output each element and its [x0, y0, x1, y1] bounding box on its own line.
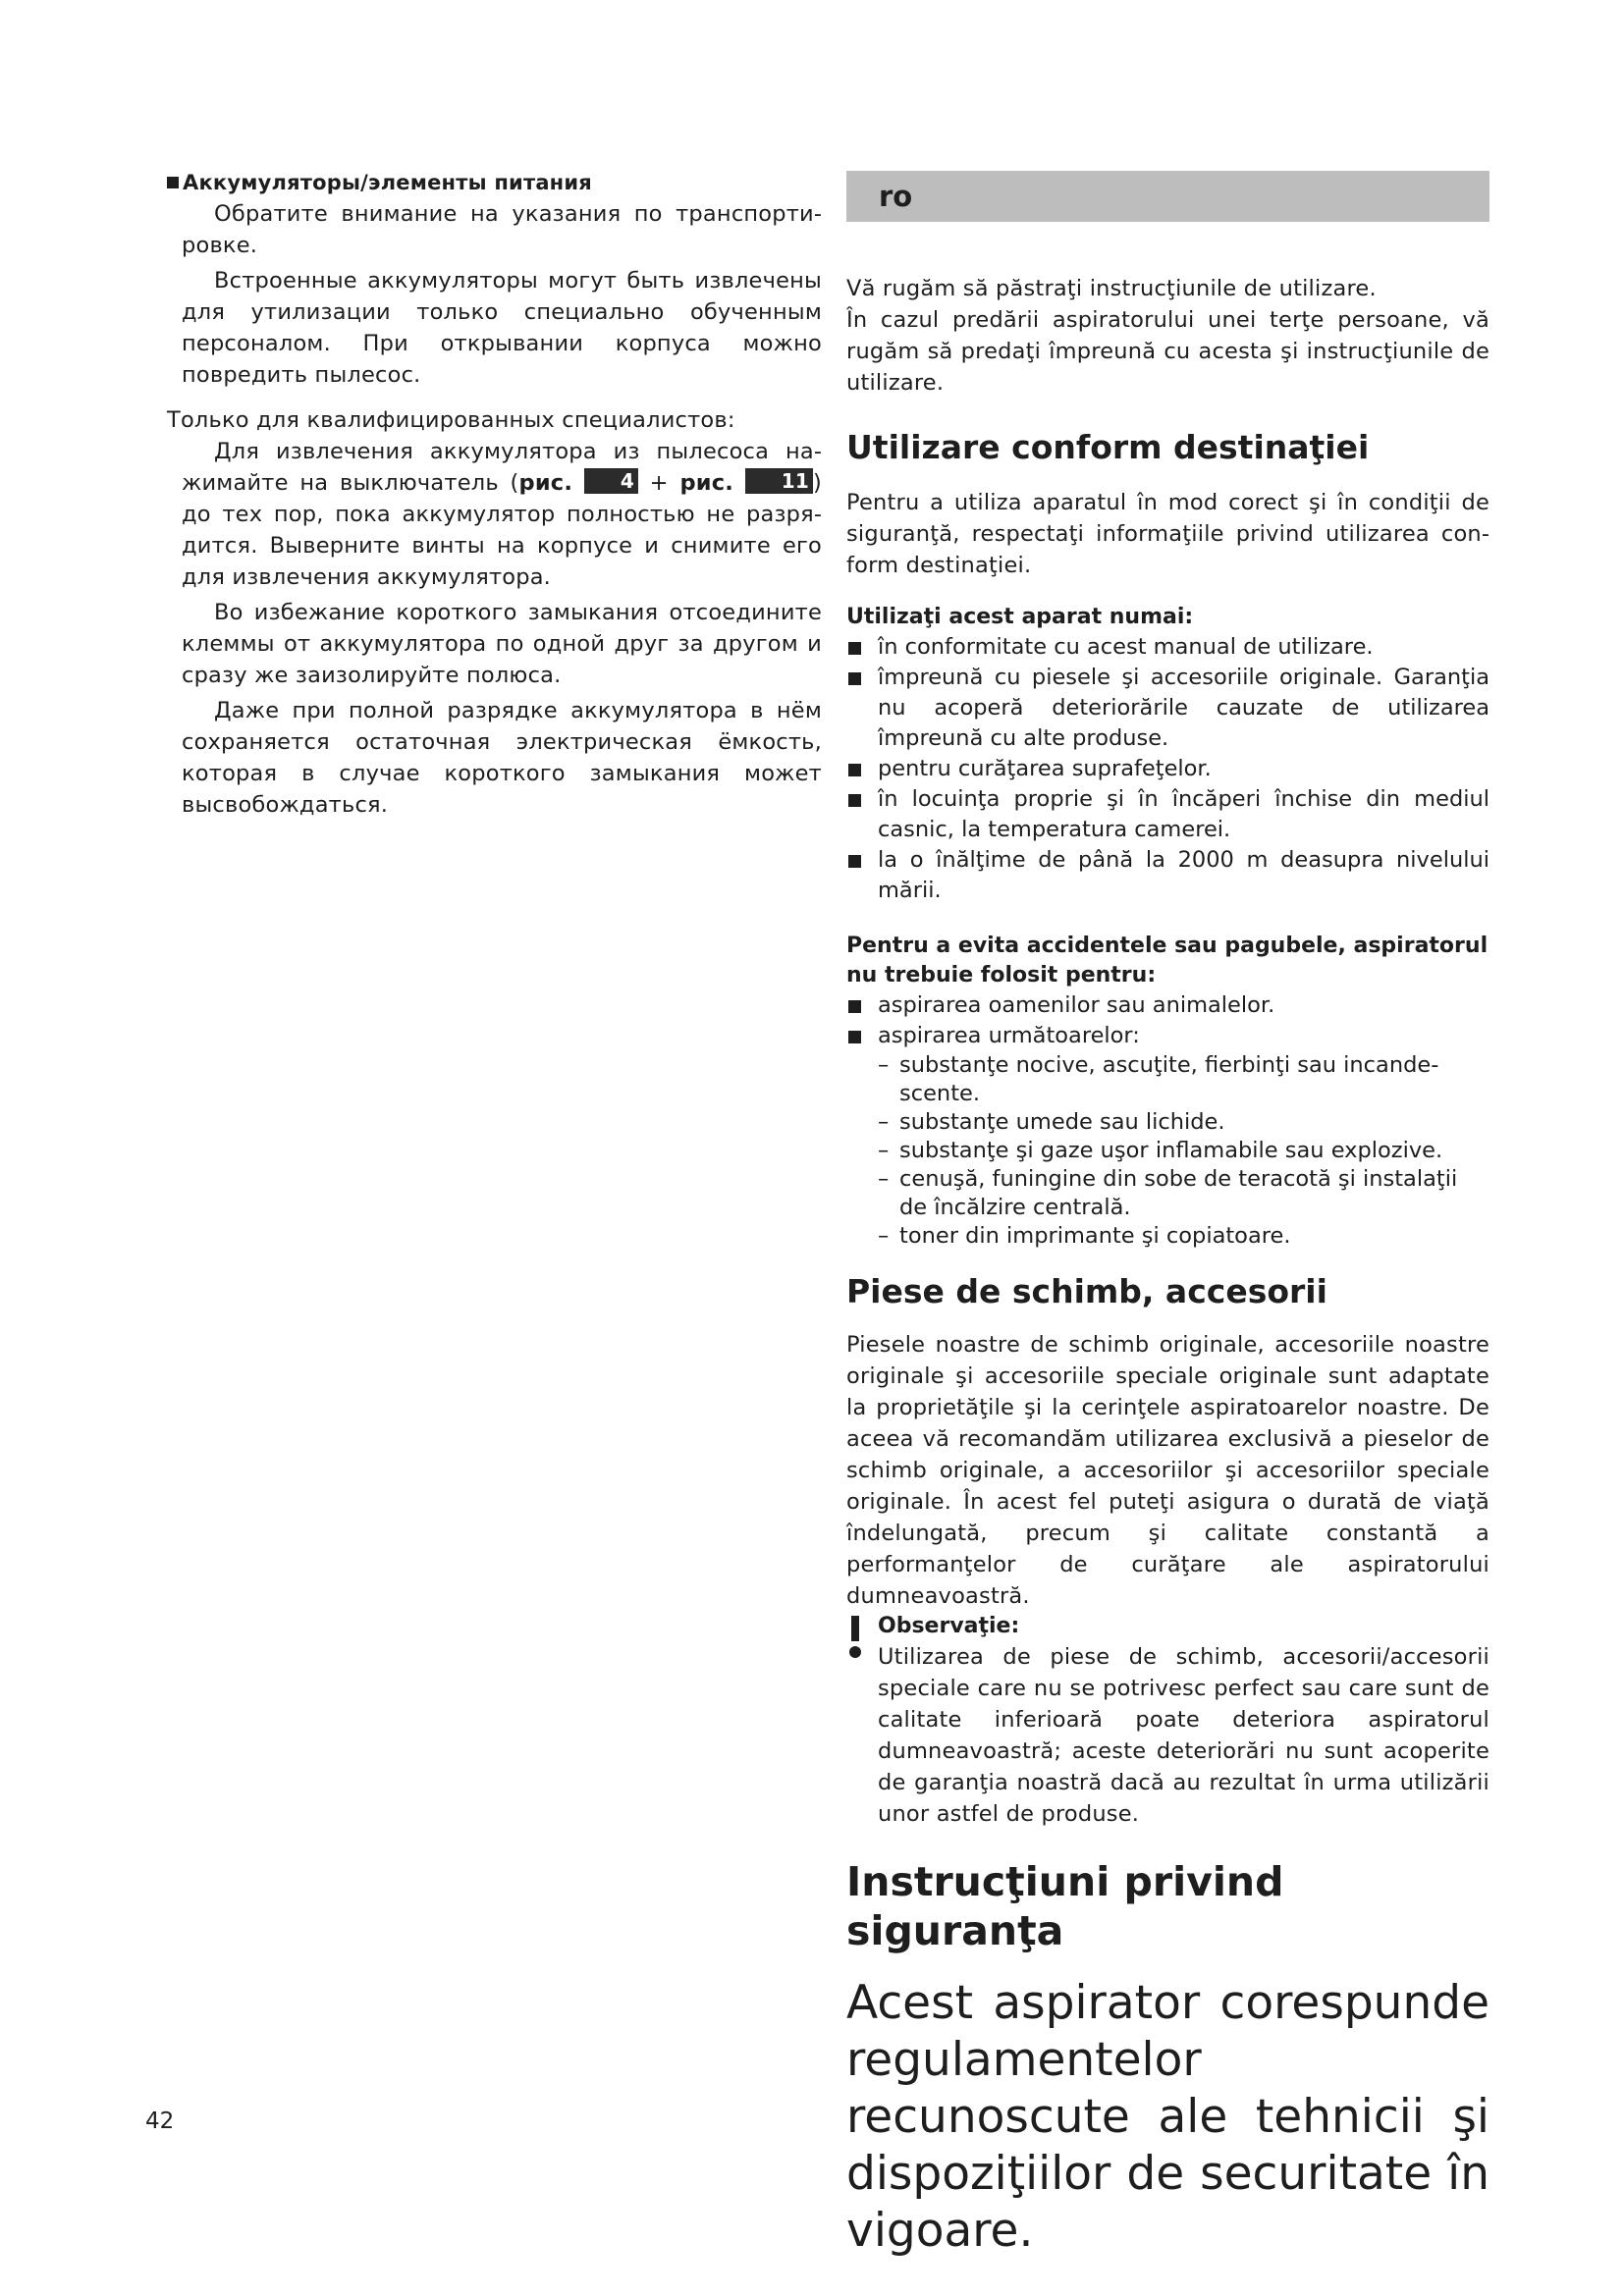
short-circuit-note: Во избежание короткого замыкания отсоедините клеммы от аккумулятора по одной друг за другом и сразу же заизолируйте полюса.	[182, 600, 822, 688]
list-item: – substanţe şi gaze uşor inflamabile sau explozive.	[878, 1138, 1443, 1163]
list-item: – substanţe umede sau lichide.	[878, 1109, 1225, 1135]
battery-section	[167, 167, 822, 821]
bullet-square-icon	[848, 1000, 861, 1013]
list-item: – cenuşă, funingine din sobe de teracotă şi instalaţii de încălzire centrală.	[878, 1166, 1458, 1220]
list-item: aspirarea următoarelor:	[846, 1021, 1489, 1051]
list-item: – substanţe nocive, ascuţite, fierbinţi sau incandescente.	[878, 1052, 1439, 1106]
safety-statement: Acest aspirator corespunde regulamentelor recunoscute ale tehnicii şi dispoziţiilor de securitate în vigoare.	[846, 1976, 1489, 2258]
list-item: pentru curăţarea suprafeţelor.	[846, 754, 1489, 784]
dash-icon: –	[878, 1138, 890, 1163]
dash-icon: –	[878, 1166, 890, 1192]
intro-keep-instructions: Vă rugăm să păstraţi instrucţiunile de utilizare.	[846, 276, 1377, 301]
page-number: 42	[145, 2109, 175, 2134]
list-item: împreună cu piesele şi accesoriile originale. Garanţia nu acoperă deteriorările cauzate de utilizarea împreună cu alte produse.	[846, 663, 1489, 754]
list-item: la o înălţime de până la 2000 m deasupra nivelului mării.	[846, 845, 1489, 906]
dash-icon: –	[878, 1223, 890, 1249]
spare-parts-paragraph: Piesele noastre de schimb originale, accesoriile noastre originale şi accesoriile speciale originale sunt adaptate la proprietăţile şi la cerinţele aspiratoarelor noastre. De aceea vă recomandăm utilizarea exclusivă a pieselor de schimb originale, a accesoriilor şi accesoriilor speciale originale. În acest fel puteţi asigura o durată de viaţă îndelungată, precum şi calitate constantă a performanţelor de curăţare ale aspiratorului dumneavoastră.	[846, 1332, 1489, 1609]
figure-4-badge: 4	[584, 468, 638, 494]
battery-removal-steps: Для извлечения аккумулятора из пылесоса нажимайте на выключатель (рис. 4 + рис. 11 ) до тех пор, пока аккумулятор полностью не разрядится. Выверните винты на корпусе и снимите его для извлечения аккумулятора.	[182, 439, 822, 590]
note-title: Observaţie:	[878, 1614, 1020, 1638]
avoid-list	[846, 990, 1489, 1051]
bullet-square-icon	[167, 177, 179, 188]
warning-exclamation-icon	[846, 1614, 864, 1659]
heading-spare-parts: Piese de schimb, accesorii	[846, 1272, 1327, 1310]
dash-icon: –	[878, 1052, 890, 1078]
residual-capacity-note: Даже при полной разрядке аккумулятора в нём сохраняется остаточная электрическая ёмкость, которая в случае короткого замыкания может высвобождаться.	[182, 698, 822, 818]
heading-safety: Instrucţiuni privind siguranţa	[846, 1858, 1284, 1954]
intended-use-paragraph: Pentru a utiliza aparatul în mod corect şi în condiţii de siguranţă, respectaţi informaţiile privind utilizarea conform destinaţiei.	[846, 490, 1489, 578]
bullet-square-icon	[848, 642, 861, 655]
avoid-heading: Pentru a evita accidentele sau pagubele, aspiratorul nu trebuie folosit pentru:	[846, 934, 1489, 988]
note-text: Utilizarea de piese de schimb, accesorii/accesorii speciale care nu se potrivesc perfect sau care sunt de calitate inferioară poate deteriora aspiratorul dumneavoastră; aceste deteriorări nu sunt acoperite de garanţia noastră dacă au rezultat în urma utilizării unor astfel de produse.	[878, 1644, 1489, 1827]
list-item: în conformitate cu acest manual de utilizare.	[846, 632, 1489, 663]
list-item: – toner din imprimante şi copiatoare.	[878, 1223, 1291, 1249]
specialists-only: Только для квалифицированных специалистов:	[167, 407, 735, 433]
bullet-square-icon	[848, 855, 861, 868]
use-only-list	[846, 632, 1489, 906]
bullet-square-icon	[848, 672, 861, 685]
battery-transport-note: Обратите внимание на указания по транспортировке.	[182, 201, 822, 258]
bullet-square-icon	[848, 1031, 861, 1043]
note-block	[846, 1612, 1489, 1830]
battery-removal-note: Встроенные аккумуляторы могут быть извлечены для утилизации только специально обученным персоналом. При открывании корпуса можно повредить пылесос.	[182, 268, 822, 388]
dash-icon: –	[878, 1109, 890, 1135]
battery-heading: Аккумуляторы/элементы питания	[167, 167, 822, 198]
list-item: în locuinţa proprie şi în încăperi închise din mediul casnic, la temperatura camerei.	[846, 784, 1489, 845]
intro-hand-over: În cazul predării aspiratorului unei terţe persoane, vă rugăm să predaţi împreună cu acesta şi instrucţiunile de utilizare.	[846, 307, 1489, 396]
list-item: aspirarea oamenilor sau animalelor.	[846, 990, 1489, 1021]
language-code: ro	[879, 180, 913, 213]
bullet-square-icon	[848, 764, 861, 776]
use-only-heading: Utilizaţi acest aparat numai:	[846, 605, 1194, 629]
dash-list	[846, 1051, 1489, 1251]
language-bar	[846, 171, 1489, 222]
bullet-square-icon	[848, 794, 861, 807]
figure-11-badge: 11	[745, 468, 813, 494]
heading-intended-use: Utilizare conform destinaţiei	[846, 428, 1370, 466]
